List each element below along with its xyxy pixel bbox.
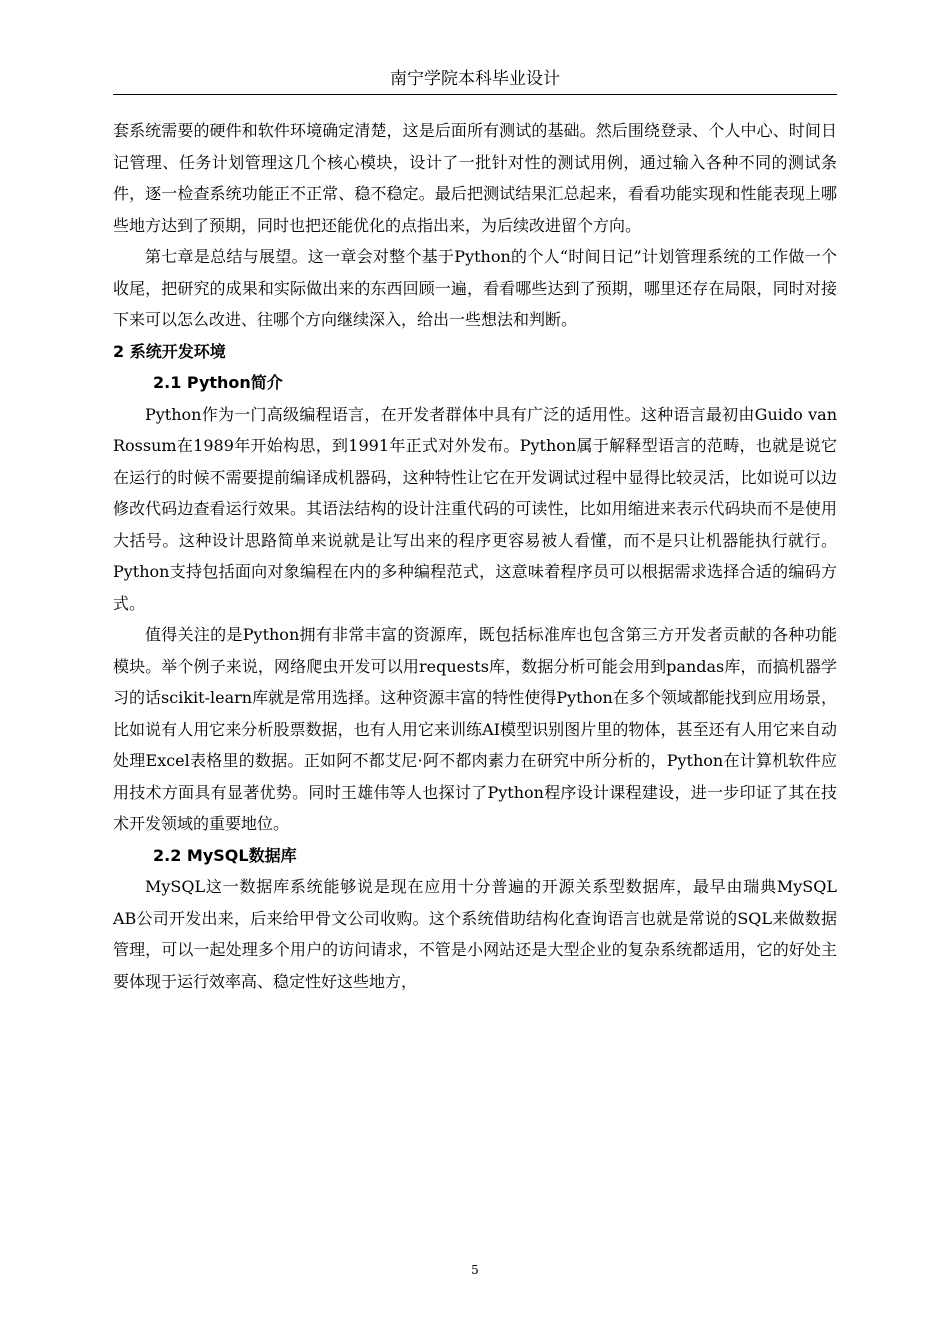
subsection-heading-2-2: 2.2 MySQL数据库 [153, 845, 297, 865]
paragraph-continuation: 套系统需要的硬件和软件环境确定清楚，这是后面所有测试的基础。然后围绕登录、个人中心、时间日记管理、任务计划管理这几个核心模块，设计了一批针对性的测试用例，通过输入各种不同的测试条件，逐一检查系统功能正不正常、稳不稳定。最后把测试结果汇总起来，看看功能实现和性能表现上哪些地方达到了预期，同时也把还能优化的点指出来，为后续改进留个方向。 [113, 121, 837, 235]
paragraph-python-libraries: 值得关注的是Python拥有非常丰富的资源库，既包括标准库也包含第三方开发者贡献的各种功能模块。举个例子来说，网络爬虫开发可以用requests库，数据分析可能会用到pandas库，而搞机器学习的话scikit-learn库就是常用选择。这种资源丰富的特性使得Python在多个领域都能找到应用场景，比如说有人用它来分析股票数据，也有人用它来训练AI模型识别图片里的物体，甚至还有人用它来自动处理Excel表格里的数据。正如阿不都艾尼·阿不都肉素力在研究中所分析的，Python在计算机软件应用技术方面具有显著优势。同时王雄伟等人也探讨了Python程序设计课程建设，进一步印证了其在技术开发领域的重要地位。 [113, 625, 837, 833]
paragraph-python-intro: Python作为一门高级编程语言，在开发者群体中具有广泛的适用性。这种语言最初由Guido van Rossum在1989年开始构思，到1991年正式对外发布。Python属于解释型语言的范畴，也就是说它在运行的时候不需要提前编译成机器码，这种特性让它在开发调试过程中显得比较灵活，比如说可以边修改代码边查看运行效果。其语法结构的设计注重代码的可读性，比如用缩进来表示代码块而不是使用大括号。这种设计思路简单来说就是让写出来的程序更容易被人看懂，而不是只让机器能执行就行。Python支持包括面向对象编程在内的多种编程范式，这意味着程序员可以根据需求选择合适的编码方式。 [113, 404, 837, 613]
subsection-heading-2-1: 2.1 Python简介 [153, 373, 283, 392]
page-content [113, 115, 837, 997]
paragraph-chapter-seven: 第七章是总结与展望。这一章会对整个基于Python的个人“时间日记”计划管理系统的工作做一个收尾，把研究的成果和实际做出来的东西回顾一遍，看看哪些达到了预期，哪里还存在局限，同时对接下来可以怎么改进、往哪个方向继续深入，给出一些想法和判断。 [113, 247, 837, 329]
page-number: 5 [471, 1263, 479, 1277]
page-header: 南宁学院本科毕业设计 [113, 66, 837, 95]
paragraph-mysql-intro: MySQL这一数据库系统能够说是现在应用十分普遍的开源关系型数据库，最早由瑞典MySQL AB公司开发出来，后来给甲骨文公司收购。这个系统借助结构化查询语言也就是常说的SQL来做数据管理，可以一起处理多个用户的访问请求，不管是小网站还是大型企业的复杂系统都适用，它的好处主要体现于运行效率高、稳定性好这些地方， [113, 877, 837, 991]
section-heading-2: 2 系统开发环境 [113, 341, 226, 361]
